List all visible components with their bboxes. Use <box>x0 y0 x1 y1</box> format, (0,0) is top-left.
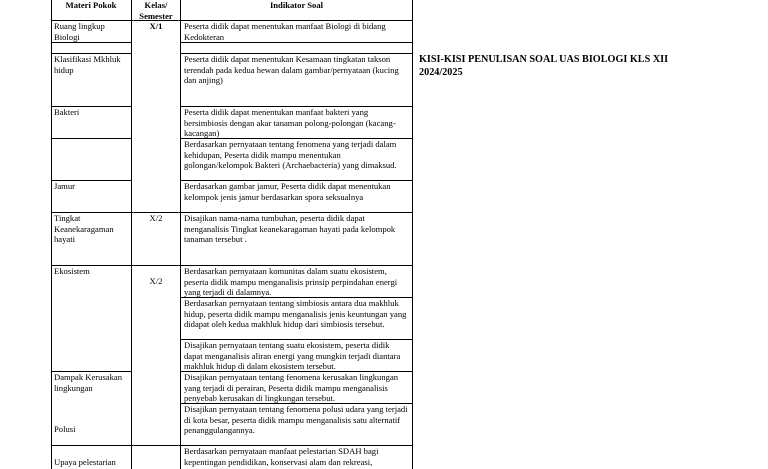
materi-dampak-kerusakan: Dampak Kerusakan lingkungan <box>54 372 123 393</box>
materi-klasifikasi: Klasifikasi Mkhluk hidup <box>54 54 121 75</box>
materi-ekosistem: Ekosistem <box>54 266 90 276</box>
row-divider <box>180 42 413 43</box>
indikator-item: Berdasarkan gambar jamur, Peserta didik dapat menentukan kelompok jenis jamur berdasarkan spora seksualnya <box>184 181 391 202</box>
kelas-x2-ekosistem: X/2 <box>149 276 163 286</box>
indikator-item: Peserta didik dapat menentukan Kesamaan tingkatan takson terendah pada kedua hewan dalam gambar/pernyataan (kucing dan anjing) <box>184 54 399 85</box>
materi-bakteri: Bakteri <box>54 107 80 117</box>
indikator-item: Berdasarkan pernyataan tentang simbiosis antara dua makhluk hidup, peserta didik mampu menganalisis jenis keuntungan yang didapat oleh kedua makhluk hidup dari simbiosis tersebut. <box>184 298 407 329</box>
document-title-line1: KISI-KISI PENULISAN SOAL UAS BIOLOGI KLS XII <box>419 54 669 65</box>
document-title <box>419 54 719 79</box>
indikator-item: Disajikan pernyataan tentang suatu ekosistem, peserta didik dapat menganalisis aliran energi yang mungkin terjadi diantara makhluk hidup di dalam ekosistem tersebut. <box>184 340 401 371</box>
materi-polusi: Polusi <box>54 424 76 434</box>
materi-jamur: Jamur <box>54 181 76 191</box>
kelas-x2: X/2 <box>149 213 163 223</box>
header-kelas-semester: Kelas/ Semester <box>139 0 173 21</box>
indikator-item: Peserta didik dapat menentukan manfaat Biologi di bidang Kedokteran <box>184 21 386 42</box>
materi-upaya-pelestarian: Upaya pelestarian <box>54 457 116 467</box>
row-divider <box>51 138 131 139</box>
indikator-item: Berdasarkan pernyataan manfaat pelestarian SDAH bagi kepentingan pendidikan, konservasi alam dan rekreasi, <box>184 446 379 467</box>
indikator-item: Disajikan pernyataan tentang fenomena kerusakan lingkungan yang terjadi di perairan, Peserta didik mampu menganalisis penyebab kerusakan di lingkungan tersebut. <box>184 372 399 403</box>
materi-tingkat-keanekaragaman: Tingkat Keanekaragaman hayati <box>54 213 114 244</box>
table-border-left <box>51 0 52 469</box>
indikator-item: Berdasarkan pernyataan komunitas dalam suatu ekosistem, peserta didik mampu menganalisis prinsip perpindahan energi yang terjadi di dalamnya. <box>184 266 398 297</box>
header-materi-pokok: Materi Pokok <box>65 0 117 10</box>
indikator-item: Disajikan pernyataan tentang fenomena polusi udara yang terjadi di kota besar, peserta didik mampu menganalisis satu alternatif penanggulangannya. <box>184 404 408 435</box>
indikator-item: Disajikan nama-nama tumbuhan, peserta didik dapat menganalisis Tingkat keanekaragaman hayati pada kelompok tanaman tersebut . <box>184 213 396 244</box>
row-divider <box>51 42 131 43</box>
indikator-item: Berdasarkan pernyataan tentang fenomena yang terjadi dalam kehidupan, Peserta didik mampu menentukan golongan/kelompok Bakteri (Archaebacteria) yang dimaksud. <box>184 139 397 170</box>
kelas-x1: X/1 <box>149 21 163 31</box>
column-divider <box>180 0 181 469</box>
indikator-item: Peserta didik dapat menentukan manfaat bakteri yang bersimbiosis dengan akar tanaman polong-polongan (kacang-kacangan) <box>184 107 396 138</box>
header-indikator-soal: Indikator Soal <box>269 0 324 10</box>
materi-ruang-lingkup: Ruang lingkup Biologi <box>54 21 105 42</box>
document-title-line2: 2024/2025 <box>419 66 463 78</box>
table-border-right <box>412 0 413 469</box>
column-divider <box>131 0 132 469</box>
